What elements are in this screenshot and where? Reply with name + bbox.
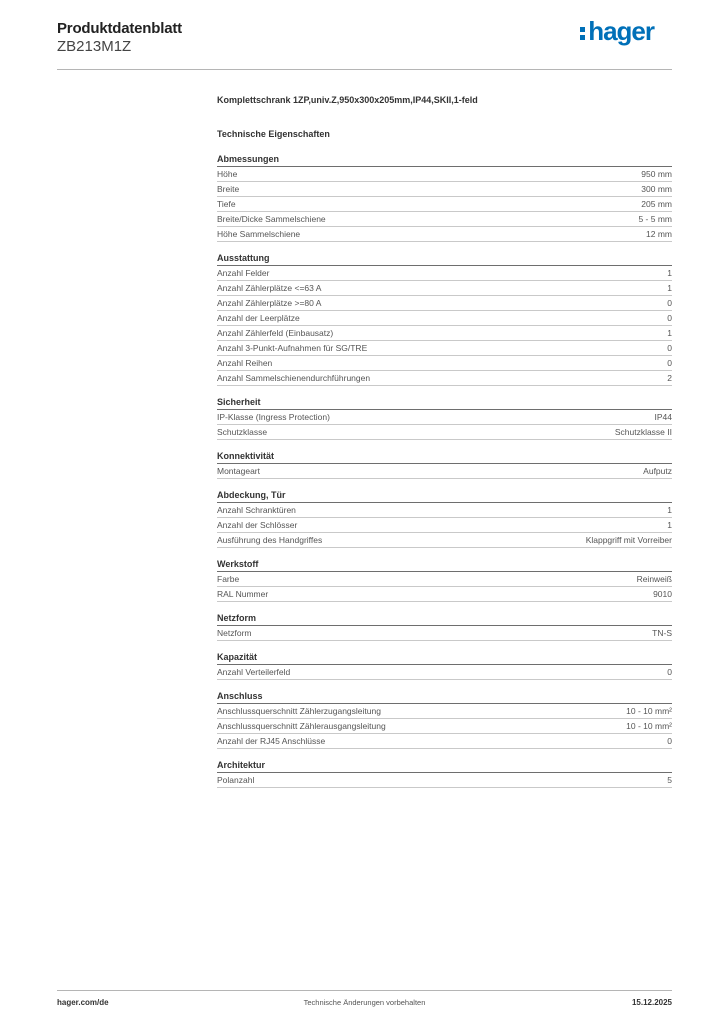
property-value: Aufputz (643, 466, 672, 476)
property-group (217, 154, 672, 242)
property-value: 1 (667, 520, 672, 530)
property-row (217, 326, 672, 341)
property-label: Anzahl der Leerplätze (217, 313, 300, 323)
property-row (217, 212, 672, 227)
property-label: Netzform (217, 628, 252, 638)
property-label: Breite (217, 184, 240, 194)
group-title: Abmessungen (217, 154, 672, 167)
group-title: Ausstattung (217, 253, 672, 266)
property-row (217, 227, 672, 242)
property-label: Anzahl Sammelschienendurchführungen (217, 373, 371, 383)
property-row (217, 665, 672, 680)
property-row (217, 518, 672, 533)
property-value: 0 (667, 343, 672, 353)
property-value: 5 (667, 775, 672, 785)
property-label: Anschlussquerschnitt Zählerzugangsleitung (217, 706, 381, 716)
group-title: Abdeckung, Tür (217, 490, 672, 503)
property-label: Ausführung des Handgriffes (217, 535, 323, 545)
property-row (217, 281, 672, 296)
property-value: 12 mm (646, 229, 672, 239)
property-value: 1 (667, 505, 672, 515)
property-label: Höhe Sammelschiene (217, 229, 301, 239)
property-value: 1 (667, 283, 672, 293)
group-title: Netzform (217, 613, 672, 626)
property-label: Anzahl der Schlösser (217, 520, 298, 530)
property-label: Anzahl Zählerplätze <=63 A (217, 283, 322, 293)
property-label: Anzahl Verteilerfeld (217, 667, 291, 677)
property-value: Klappgriff mit Vorreiber (585, 535, 672, 545)
property-row (217, 296, 672, 311)
property-value: 1 (667, 328, 672, 338)
product-code: ZB213M1Z (57, 38, 132, 55)
property-value: 950 mm (641, 169, 672, 179)
property-row (217, 410, 672, 425)
property-value: 0 (667, 298, 672, 308)
group-title: Kapazität (217, 652, 672, 665)
group-title: Werkstoff (217, 559, 672, 572)
property-label: Anzahl Felder (217, 268, 270, 278)
property-row (217, 182, 672, 197)
property-row (217, 167, 672, 182)
property-row (217, 197, 672, 212)
property-row (217, 704, 672, 719)
header-divider (57, 69, 672, 70)
property-row (217, 773, 672, 788)
property-value: 2 (667, 373, 672, 383)
property-label: Montageart (217, 466, 260, 476)
property-label: Breite/Dicke Sammelschiene (217, 214, 326, 224)
property-group (217, 397, 672, 440)
property-value: 300 mm (641, 184, 672, 194)
property-value: 205 mm (641, 199, 672, 209)
property-row (217, 425, 672, 440)
property-label: Schutzklasse (217, 427, 268, 437)
footer-date: 15.12.2025 (631, 998, 672, 1007)
property-row (217, 572, 672, 587)
property-row (217, 734, 672, 749)
property-value: 0 (667, 667, 672, 677)
property-row (217, 719, 672, 734)
property-label: Höhe (217, 169, 238, 179)
property-label: Anzahl der RJ45 Anschlüsse (217, 736, 326, 746)
property-value: TN-S (652, 628, 672, 638)
property-value: 5 - 5 mm (638, 214, 672, 224)
property-groups (217, 154, 672, 788)
property-row (217, 464, 672, 479)
property-label: Anzahl 3-Punkt-Aufnahmen für SG/TRE (217, 343, 368, 353)
property-group (217, 760, 672, 788)
footer-disclaimer: Technische Änderungen vorbehalten (303, 998, 426, 1007)
hager-logo (580, 18, 654, 44)
property-value: 0 (667, 358, 672, 368)
property-group (217, 490, 672, 548)
property-value: 1 (667, 268, 672, 278)
property-row (217, 533, 672, 548)
footer-website: hager.com/de (57, 998, 109, 1007)
property-value: 0 (667, 313, 672, 323)
property-row (217, 341, 672, 356)
logo-wordmark: hager (588, 16, 654, 46)
property-value: 9010 (653, 589, 672, 599)
property-group (217, 613, 672, 641)
property-value: 10 - 10 mm² (626, 721, 672, 731)
section-title: Technische Eigenschaften (217, 129, 330, 139)
property-label: Polanzahl (217, 775, 255, 785)
property-label: Tiefe (217, 199, 236, 209)
property-group (217, 253, 672, 386)
property-row (217, 371, 672, 386)
property-label: IP-Klasse (Ingress Protection) (217, 412, 330, 422)
property-group (217, 652, 672, 680)
property-row (217, 587, 672, 602)
group-title: Anschluss (217, 691, 672, 704)
property-row (217, 626, 672, 641)
property-label: RAL Nummer (217, 589, 269, 599)
property-label: Anzahl Reihen (217, 358, 273, 368)
property-value: 0 (667, 736, 672, 746)
property-group (217, 691, 672, 749)
property-value: IP44 (654, 412, 672, 422)
main-content (217, 95, 672, 788)
document-header (57, 20, 182, 55)
property-label: Anzahl Zählerfeld (Einbausatz) (217, 328, 334, 338)
property-row (217, 266, 672, 281)
logo-mark-icon (580, 27, 585, 40)
property-label: Farbe (217, 574, 240, 584)
document-title: Produktdatenblatt (57, 20, 182, 37)
property-value: Schutzklasse II (614, 427, 672, 437)
page-footer (57, 990, 672, 1007)
property-label: Anschlussquerschnitt Zählerausgangsleitung (217, 721, 386, 731)
property-row (217, 503, 672, 518)
property-row (217, 311, 672, 326)
property-group (217, 559, 672, 602)
property-row (217, 356, 672, 371)
group-title: Konnektivität (217, 451, 672, 464)
group-title: Sicherheit (217, 397, 672, 410)
property-value: 10 - 10 mm² (626, 706, 672, 716)
property-label: Anzahl Schranktüren (217, 505, 296, 515)
property-label: Anzahl Zählerplätze >=80 A (217, 298, 322, 308)
property-group (217, 451, 672, 479)
group-title: Architektur (217, 760, 672, 773)
product-name: Komplettschrank 1ZP,univ.Z,950x300x205mm,IP44,SKII,1-feld (217, 95, 478, 105)
property-value: Reinweiß (636, 574, 672, 584)
